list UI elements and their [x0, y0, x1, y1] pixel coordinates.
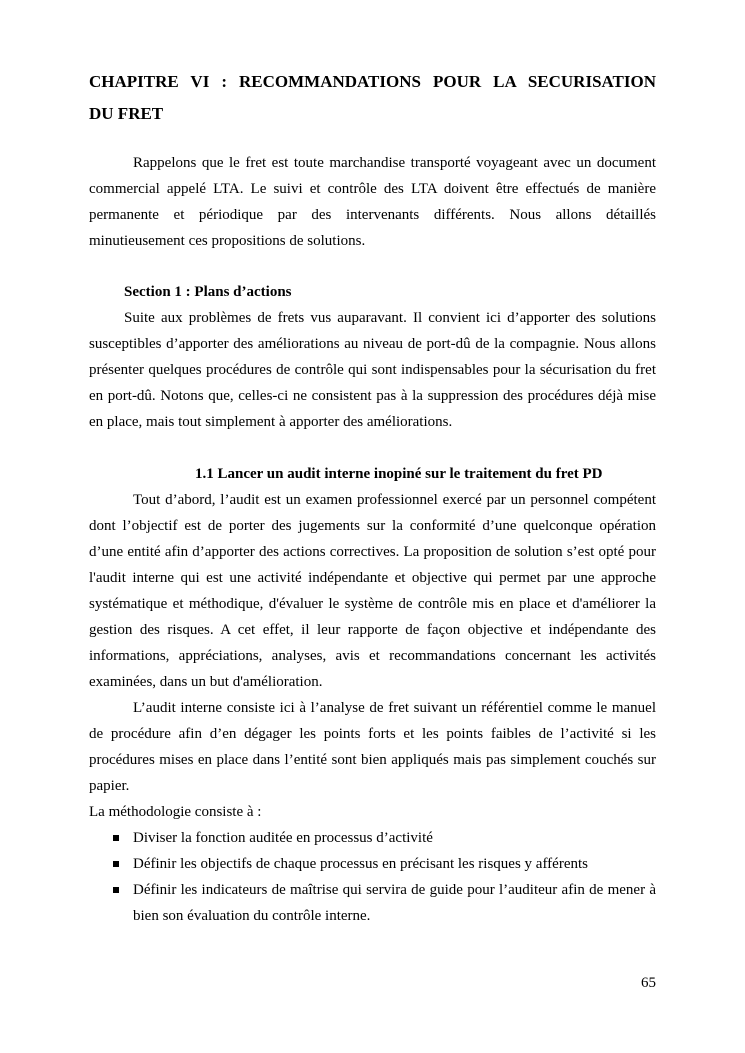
methodology-intro: La méthodologie consiste à :	[89, 804, 262, 820]
list-item	[89, 825, 656, 851]
subsection-1-1-title: 1.1 Lancer un audit interne inopiné sur le traitement du fret PD	[195, 466, 603, 482]
intro-paragraph: Rappelons que le fret est toute marchandise transporté voyageant avec un document commercial appelé LTA. Le suivi et contrôle des LTA doivent être effectués de manière permanente et périodique par des intervenants différents. Nous allons détaillés minutieusement ces propositions de solutions.	[89, 155, 656, 249]
list-item	[89, 851, 656, 877]
section-1-paragraph: Suite aux problèmes de frets vus auparavant. Il convient ici d’apporter des solutions susceptibles d’apporter des améliorations au niveau de port-dû de la compagnie. Nous allons présenter quelques procédures de contrôle qui sont indispensables pour la sécurisation du fret en port-dû. Notons que, celles-ci ne consistent pas à la suppression des procédures déjà mise en place, mais tout simplement à apporter des améliorations.	[89, 310, 656, 430]
square-bullet-icon	[113, 861, 119, 867]
chapter-title	[89, 66, 656, 130]
subsection-1-1-paragraph-1: Tout d’abord, l’audit est un examen professionnel exercé par un personnel compétent dont l’objectif est de porter des jugements sur la conformité d’une quelconque opération d’une entité afin d’apporter des actions correctives. La proposition de solution s’est opté pour l'audit interne qui est une activité indépendante et objective qui permet par une approche systématique et méthodique, d'évaluer le système de contrôle mis en place et d'améliorer la gestion des risques. A cet effet, il leur rapporte de façon objective et indépendante des informations, appréciations, analyses, avis et recommandations concernant les activités examinées, dans un but d'amélioration.	[89, 492, 656, 690]
list-item-text: Définir les indicateurs de maîtrise qui servira de guide pour l’auditeur afin de mener à bien son évaluation du contrôle interne.	[133, 882, 656, 924]
methodology-list	[89, 825, 656, 929]
list-item-text: Diviser la fonction auditée en processus d’activité	[133, 830, 433, 846]
document-page	[89, 66, 656, 929]
list-item	[89, 877, 656, 929]
subsection-1-1-paragraph-2: L’audit interne consiste ici à l’analyse de fret suivant un référentiel comme le manuel de procédure afin d’en dégager les points forts et les points faibles de l’activité si les procédures mises en place dans l’entité sont bien appliqués mais pas simplement couchés sur papier.	[89, 700, 656, 794]
list-item-text: Définir les objectifs de chaque processus en précisant les risques y afférents	[133, 856, 588, 872]
chapter-title-line-2: DU FRET	[89, 104, 164, 123]
square-bullet-icon	[113, 887, 119, 893]
square-bullet-icon	[113, 835, 119, 841]
section-1-title: Section 1 : Plans d’actions	[124, 284, 292, 300]
chapter-title-line-1: CHAPITRE VI : RECOMMANDATIONS POUR LA SECURISATION	[89, 72, 656, 91]
page-number: 65	[641, 975, 656, 991]
